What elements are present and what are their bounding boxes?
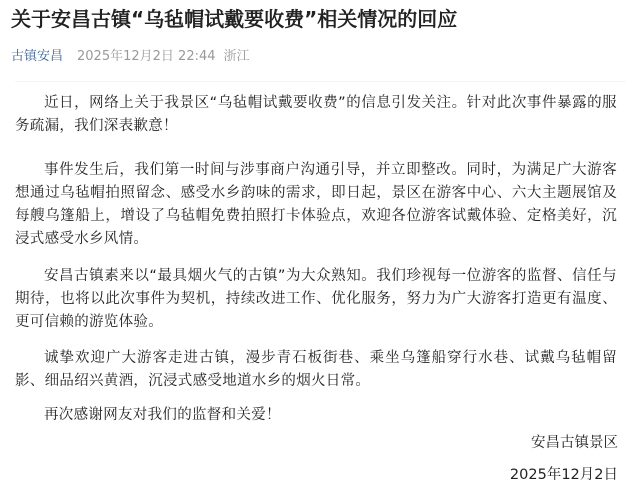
- article-title: 关于安昌古镇“乌毡帽试戴要收费”相关情况的回应: [11, 7, 458, 31]
- paragraph-thanks: 再次感谢网友对我们的监督和关爱！: [44, 407, 281, 423]
- article-body: [15, 81, 626, 493]
- publish-time: 2025年12月2日 22:44: [77, 48, 216, 64]
- paragraph-commitment: 安昌古镇素来以“最具烟火气的古镇”为大众熟知。我们珍视每一位游客的监督、信任与期待，也将以此次事件为契机，持续改进工作、优化服务，努力为广大游客打造更有温度、更可信赖的游览体验。: [15, 268, 617, 330]
- paragraph-rectification: 事件发生后，我们第一时间与涉事商户沟通引导，并立即整改。同时，为满足广大游客想通过乌毡帽拍照留念、感受水乡韵味的需求，即日起，景区在游客中心、六大主题展馆及每艘乌篷船上，增设了乌毡帽免费拍照打卡体验点，欢迎各位游客试戴体验、定格美好，沉浸式感受水乡风情。: [15, 162, 617, 247]
- byline: [11, 44, 250, 64]
- paragraph-invitation: 诚挚欢迎广大游客走进古镇，漫步青石板街巷、乘坐乌篷船穿行水巷、试戴乌毡帽留影、细品绍兴黄酒，沉浸式感受地道水乡的烟火日常。: [15, 350, 617, 389]
- signature: 安昌古镇景区: [531, 435, 618, 451]
- paragraph-apology: 近日，网络上关于我景区“乌毡帽试戴要收费”的信息引发关注。针对此次事件暴露的服务疏漏，我们深表歉意！: [15, 95, 617, 134]
- publish-region: 浙江: [223, 48, 250, 64]
- signature-date: 2025年12月2日: [509, 467, 618, 483]
- author-link[interactable]: 古镇安昌: [11, 48, 64, 64]
